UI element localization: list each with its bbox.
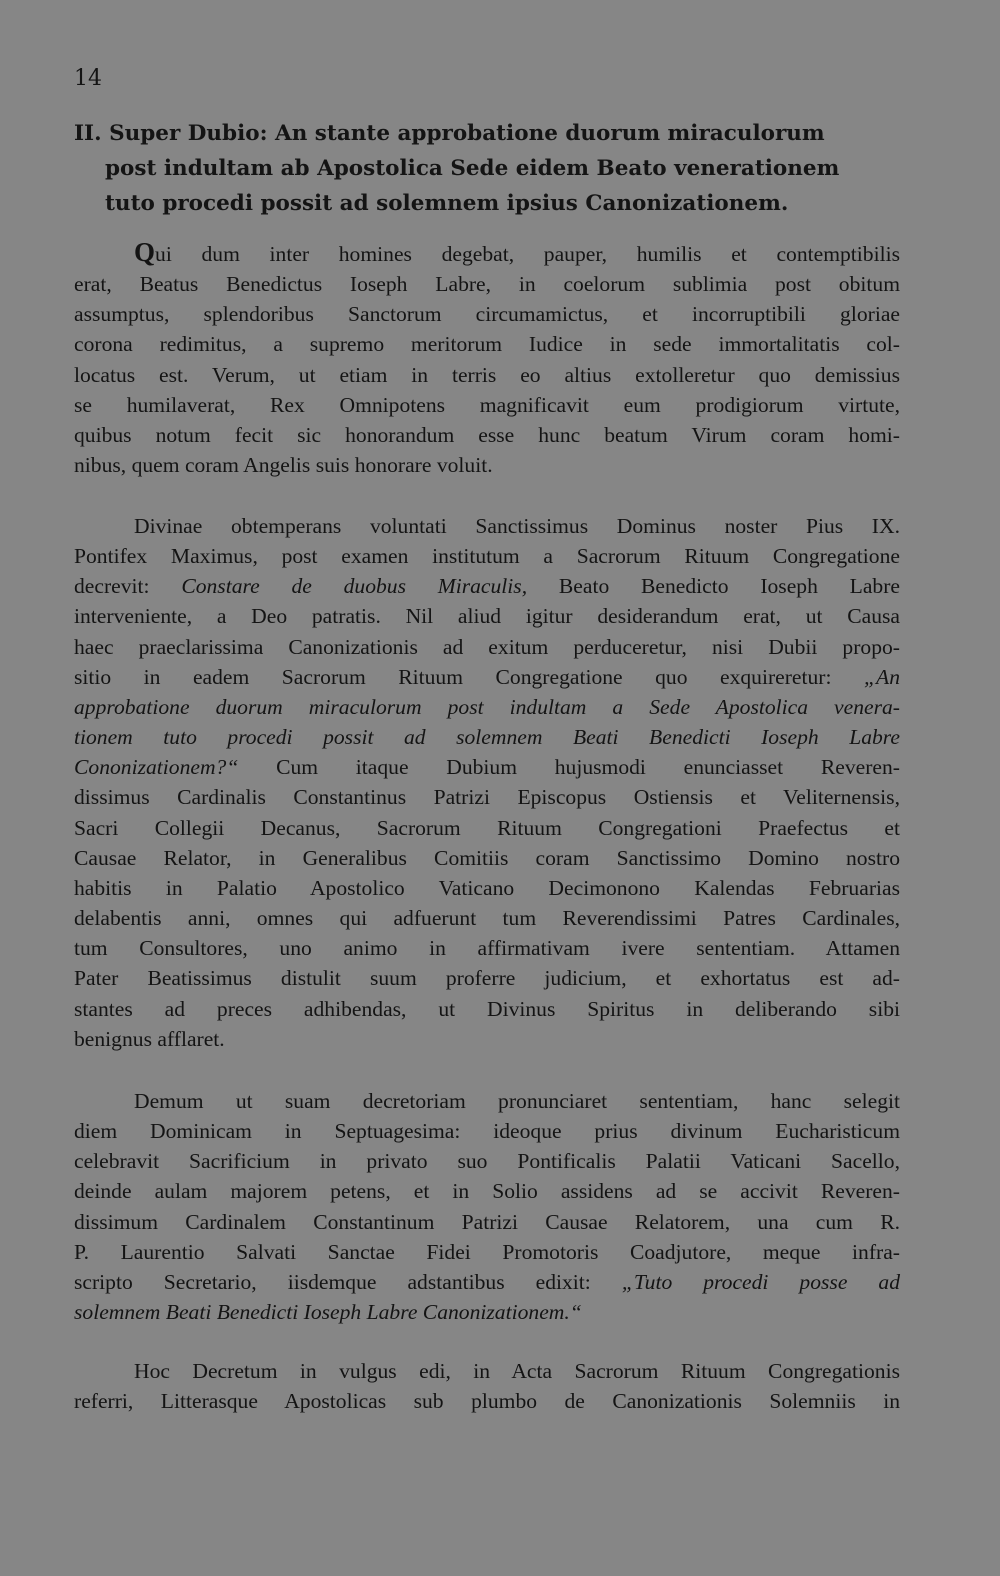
text-line: corona redimitus, a supremo meritorum Iudice in sede immortalitatis col- — [74, 332, 900, 357]
italic-phrase: Cononizationem?“ — [74, 755, 239, 780]
text-line: erat, Beatus Benedictus Ioseph Labre, in coelorum sublimia post obitum — [74, 272, 900, 297]
text-line — [74, 237, 900, 269]
text-line: delabentis anni, omnes qui adfuerunt tum Reverendissimi Patres Cardinales, — [74, 906, 900, 931]
italic-phrase: Constare de duobus Miraculis, — [181, 574, 528, 599]
page-number: 14 — [74, 66, 102, 91]
italic-phrase: „An — [864, 664, 900, 689]
text-line: nibus, quem coram Angelis suis honorare voluit. — [74, 453, 493, 478]
text-line: solemnem Beati Benedicti Ioseph Labre Canonizationem.“ — [74, 1300, 582, 1325]
text-line: haec praeclarissima Canonizationis ad exitum perduceretur, nisi Dubii propo- — [74, 634, 900, 659]
text-line: dissimum Cardinalem Constantinum Patrizi Causae Relatorem, una cum R. — [74, 1209, 900, 1234]
text-line: habitis in Palatio Apostolico Vaticano Decimonono Kalendas Februarias — [74, 875, 900, 900]
paragraph — [74, 1086, 900, 1327]
text-line: assumptus, splendoribus Sanctorum circumamictus, et incorruptibili gloriae — [74, 302, 900, 327]
paragraph — [74, 511, 900, 1054]
text-line: Divinae obtemperans voluntati Sanctissimus Dominus noster Pius IX. — [134, 514, 900, 538]
paragraph — [74, 1356, 900, 1416]
text-line: referri, Litterasque Apostolicas sub plumbo de Canonizationis Solemniis in — [74, 1389, 900, 1414]
text-line: Sacri Collegii Decanus, Sacrorum Rituum Congregationi Praefectus et — [74, 815, 900, 840]
heading-line: post indultam ab Apostolica Sede eidem Beato venerationem — [105, 156, 840, 181]
paragraph — [74, 237, 900, 480]
text-line: Demum ut suam decretoriam pronunciaret sententiam, hanc selegit — [134, 1089, 900, 1113]
text-line: benignus afflaret. — [74, 1026, 225, 1051]
drop-cap: Q — [134, 237, 156, 267]
italic-phrase: „Tuto procedi posse ad — [621, 1269, 900, 1294]
text-line: scripto Secretario, iisdemque adstantibus edixit: „Tuto procedi posse ad — [74, 1269, 900, 1294]
heading-line: II. Super Dubio: An stante approbatione duorum miraculorum — [74, 121, 825, 146]
text-line-content: ui dum inter homines degebat, pauper, humilis et contemptibilis — [155, 242, 900, 266]
text-line: Cononizationem?“ Cum itaque Dubium hujusmodi enunciasset Reveren- — [74, 755, 900, 780]
heading-line: tuto procedi possit ad solemnem ipsius Canonizationem. — [105, 191, 789, 216]
text-line: locatus est. Verum, ut etiam in terris eo altius extolleretur quo demissius — [74, 362, 900, 387]
text-line: deinde aulam majorem petens, et in Solio assidens ad se accivit Reveren- — [74, 1179, 900, 1204]
section-heading — [74, 116, 904, 221]
text-line: interveniente, a Deo patratis. Nil aliud igitur desiderandum erat, ut Causa — [74, 604, 900, 629]
text-line: Hoc Decretum in vulgus edi, in Acta Sacrorum Rituum Congregationis — [134, 1359, 900, 1383]
text-line: P. Laurentio Salvati Sanctae Fidei Promotoris Coadjutore, meque infra- — [74, 1239, 900, 1264]
text-line: se humilaverat, Rex Omnipotens magnificavit eum prodigiorum virtute, — [74, 392, 900, 417]
text-line: decrevit: Constare de duobus Miraculis, Beato Benedicto Ioseph Labre — [74, 574, 900, 599]
text-line: celebravit Sacrificium in privato suo Pontificalis Palatii Vaticani Sacello, — [74, 1149, 900, 1174]
text-line: tionem tuto procedi possit ad solemnem Beati Benedicti Ioseph Labre — [74, 725, 900, 750]
text-line: Causae Relator, in Generalibus Comitiis coram Sanctissimo Domino nostro — [74, 845, 900, 870]
text-line: diem Dominicam in Septuagesima: ideoque prius divinum Eucharisticum — [74, 1119, 900, 1144]
text-line: sitio in eadem Sacrorum Rituum Congregatione quo exquireretur: „An — [74, 664, 900, 689]
text-line: stantes ad preces adhibendas, ut Divinus Spiritus in deliberando sibi — [74, 996, 900, 1021]
text-line: quibus notum fecit sic honorandum esse hunc beatum Virum coram homi- — [74, 422, 900, 447]
text-line: tum Consultores, uno animo in affirmativam ivere sententiam. Attamen — [74, 936, 900, 961]
text-line: Pater Beatissimus distulit suum proferre judicium, et exhortatus est ad- — [74, 966, 900, 991]
text-line: dissimus Cardinalis Constantinus Patrizi Episcopus Ostiensis et Veliternensis, — [74, 785, 900, 810]
text-line: approbatione duorum miraculorum post indultam a Sede Apostolica venera- — [74, 694, 900, 719]
text-line: Pontifex Maximus, post examen institutum a Sacrorum Rituum Congregatione — [74, 544, 900, 569]
